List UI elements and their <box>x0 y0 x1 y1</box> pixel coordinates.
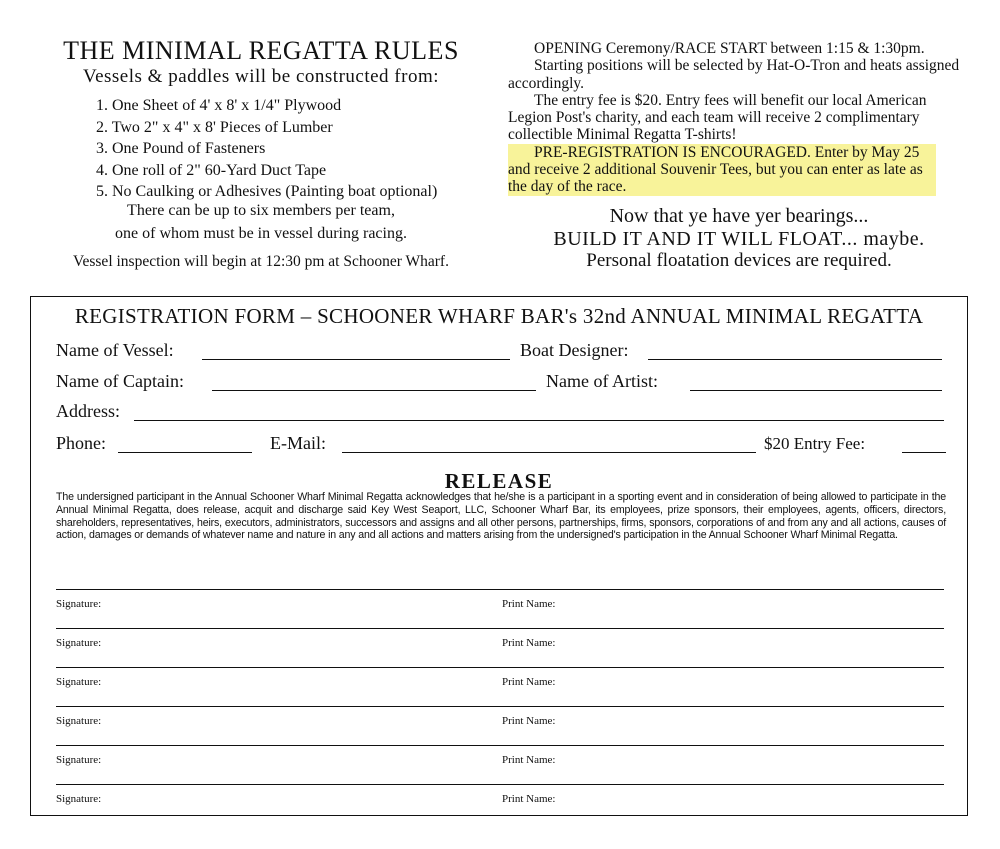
entry-fee-text: The entry fee is $20. Entry fees will benefit our local American Legion Post's charity, and each team will receive 2 complimentary collectible Minimal Regatta T-shirts! <box>508 91 927 144</box>
rules-title: THE MINIMAL REGATTA RULES <box>63 36 459 65</box>
address-label: Address: <box>56 401 120 421</box>
address-field[interactable] <box>134 420 944 421</box>
opening-ceremony-text: OPENING Ceremony/RACE START between 1:15 & 1:30pm. <box>534 40 925 57</box>
print-name-label: Print Name: <box>502 754 556 766</box>
captain-name-field[interactable] <box>212 390 536 391</box>
rule-item: 1. One Sheet of 4' x 8' x 1/4" Plywood <box>96 97 342 114</box>
rule-item: 5. No Caulking or Adhesives (Painting boat optional) <box>96 183 438 200</box>
rule-item: 2. Two 2" x 4" x 8' Pieces of Lumber <box>96 118 333 136</box>
vessel-name-field[interactable] <box>202 359 510 360</box>
entry-fee-label: $20 Entry Fee: <box>764 434 866 453</box>
artist-name-label: Name of Artist: <box>546 371 658 391</box>
email-label: E-Mail: <box>270 433 326 453</box>
signature-line[interactable] <box>56 589 944 590</box>
release-heading: RELEASE <box>444 469 554 493</box>
print-name-label: Print Name: <box>502 793 556 805</box>
signature-line[interactable] <box>56 784 944 785</box>
rules-subtitle: Vessels & paddles will be constructed from: <box>82 66 440 87</box>
rule-item: 3. One Pound of Fasteners <box>96 140 266 157</box>
signature-line[interactable] <box>56 745 944 746</box>
build-it-text: BUILD IT AND IT WILL FLOAT... maybe. <box>553 228 925 250</box>
signature-line[interactable] <box>56 628 944 629</box>
phone-field[interactable] <box>118 452 252 453</box>
release-text: The undersigned participant in the Annual Schooner Wharf Minimal Regatta acknowledges that he/she is a participant in a sporting event and in consideration of being allowed to participate in the Annual Minimal Regatta, does release, acquit and discharge said Key West Seaport, LLC, Schooner Wharf Bar, its employees, prize sponsors, their employees, agents, officers, directors, shareholders, representatives, heirs, executors, administrators, successors and assigns and all other persons, partnerships, firms, sponsors, corporations of and from any and all actions, causes of action, damages or demands of whatever name and nature in any and all actions and matters arising from the undersigned's participation in the Annual Schooner Wharf Minimal Regatta. <box>56 491 946 542</box>
print-name-label: Print Name: <box>502 598 556 610</box>
event-info <box>508 40 970 196</box>
starting-positions-text: Starting positions will be selected by Hat-O-Tron and heats assigned accordingly. <box>508 57 960 92</box>
signature-line[interactable] <box>56 667 944 668</box>
email-field[interactable] <box>342 452 756 453</box>
artist-name-field[interactable] <box>690 390 942 391</box>
signature-label: Signature: <box>56 793 102 805</box>
signature-label: Signature: <box>56 637 102 649</box>
rules-list <box>96 95 437 203</box>
boat-designer-field[interactable] <box>648 359 942 360</box>
bearings-text: Now that ye have yer bearings... <box>609 205 869 227</box>
entry-fee-field[interactable] <box>902 452 946 453</box>
signature-label: Signature: <box>56 676 102 688</box>
team-vessel-rule: one of whom must be in vessel during racing. <box>115 225 407 242</box>
team-size-rule: There can be up to six members per team, <box>127 202 395 219</box>
form-title: REGISTRATION FORM – SCHOONER WHARF BAR's 32nd ANNUAL MINIMAL REGATTA <box>74 304 924 328</box>
print-name-label: Print Name: <box>502 715 556 727</box>
print-name-label: Print Name: <box>502 637 556 649</box>
signature-label: Signature: <box>56 715 102 727</box>
inspection-note: Vessel inspection will begin at 12:30 pm at Schooner Wharf. <box>73 253 449 270</box>
signature-label: Signature: <box>56 598 102 610</box>
signature-label: Signature: <box>56 754 102 766</box>
vessel-name-label: Name of Vessel: <box>56 340 174 360</box>
pre-registration-highlight: PRE-REGISTRATION IS ENCOURAGED. Enter by May 25 and receive 2 additional Souvenir Tees, but you can enter as late as the day of the race. <box>508 144 936 196</box>
phone-label: Phone: <box>56 433 107 453</box>
boat-designer-label: Boat Designer: <box>520 340 629 360</box>
floatation-device-text: Personal floatation devices are required. <box>586 250 892 271</box>
rule-item: 4. One roll of 2" 60-Yard Duct Tape <box>96 161 327 179</box>
signature-line[interactable] <box>56 706 944 707</box>
captain-name-label: Name of Captain: <box>56 371 184 391</box>
print-name-label: Print Name: <box>502 676 556 688</box>
